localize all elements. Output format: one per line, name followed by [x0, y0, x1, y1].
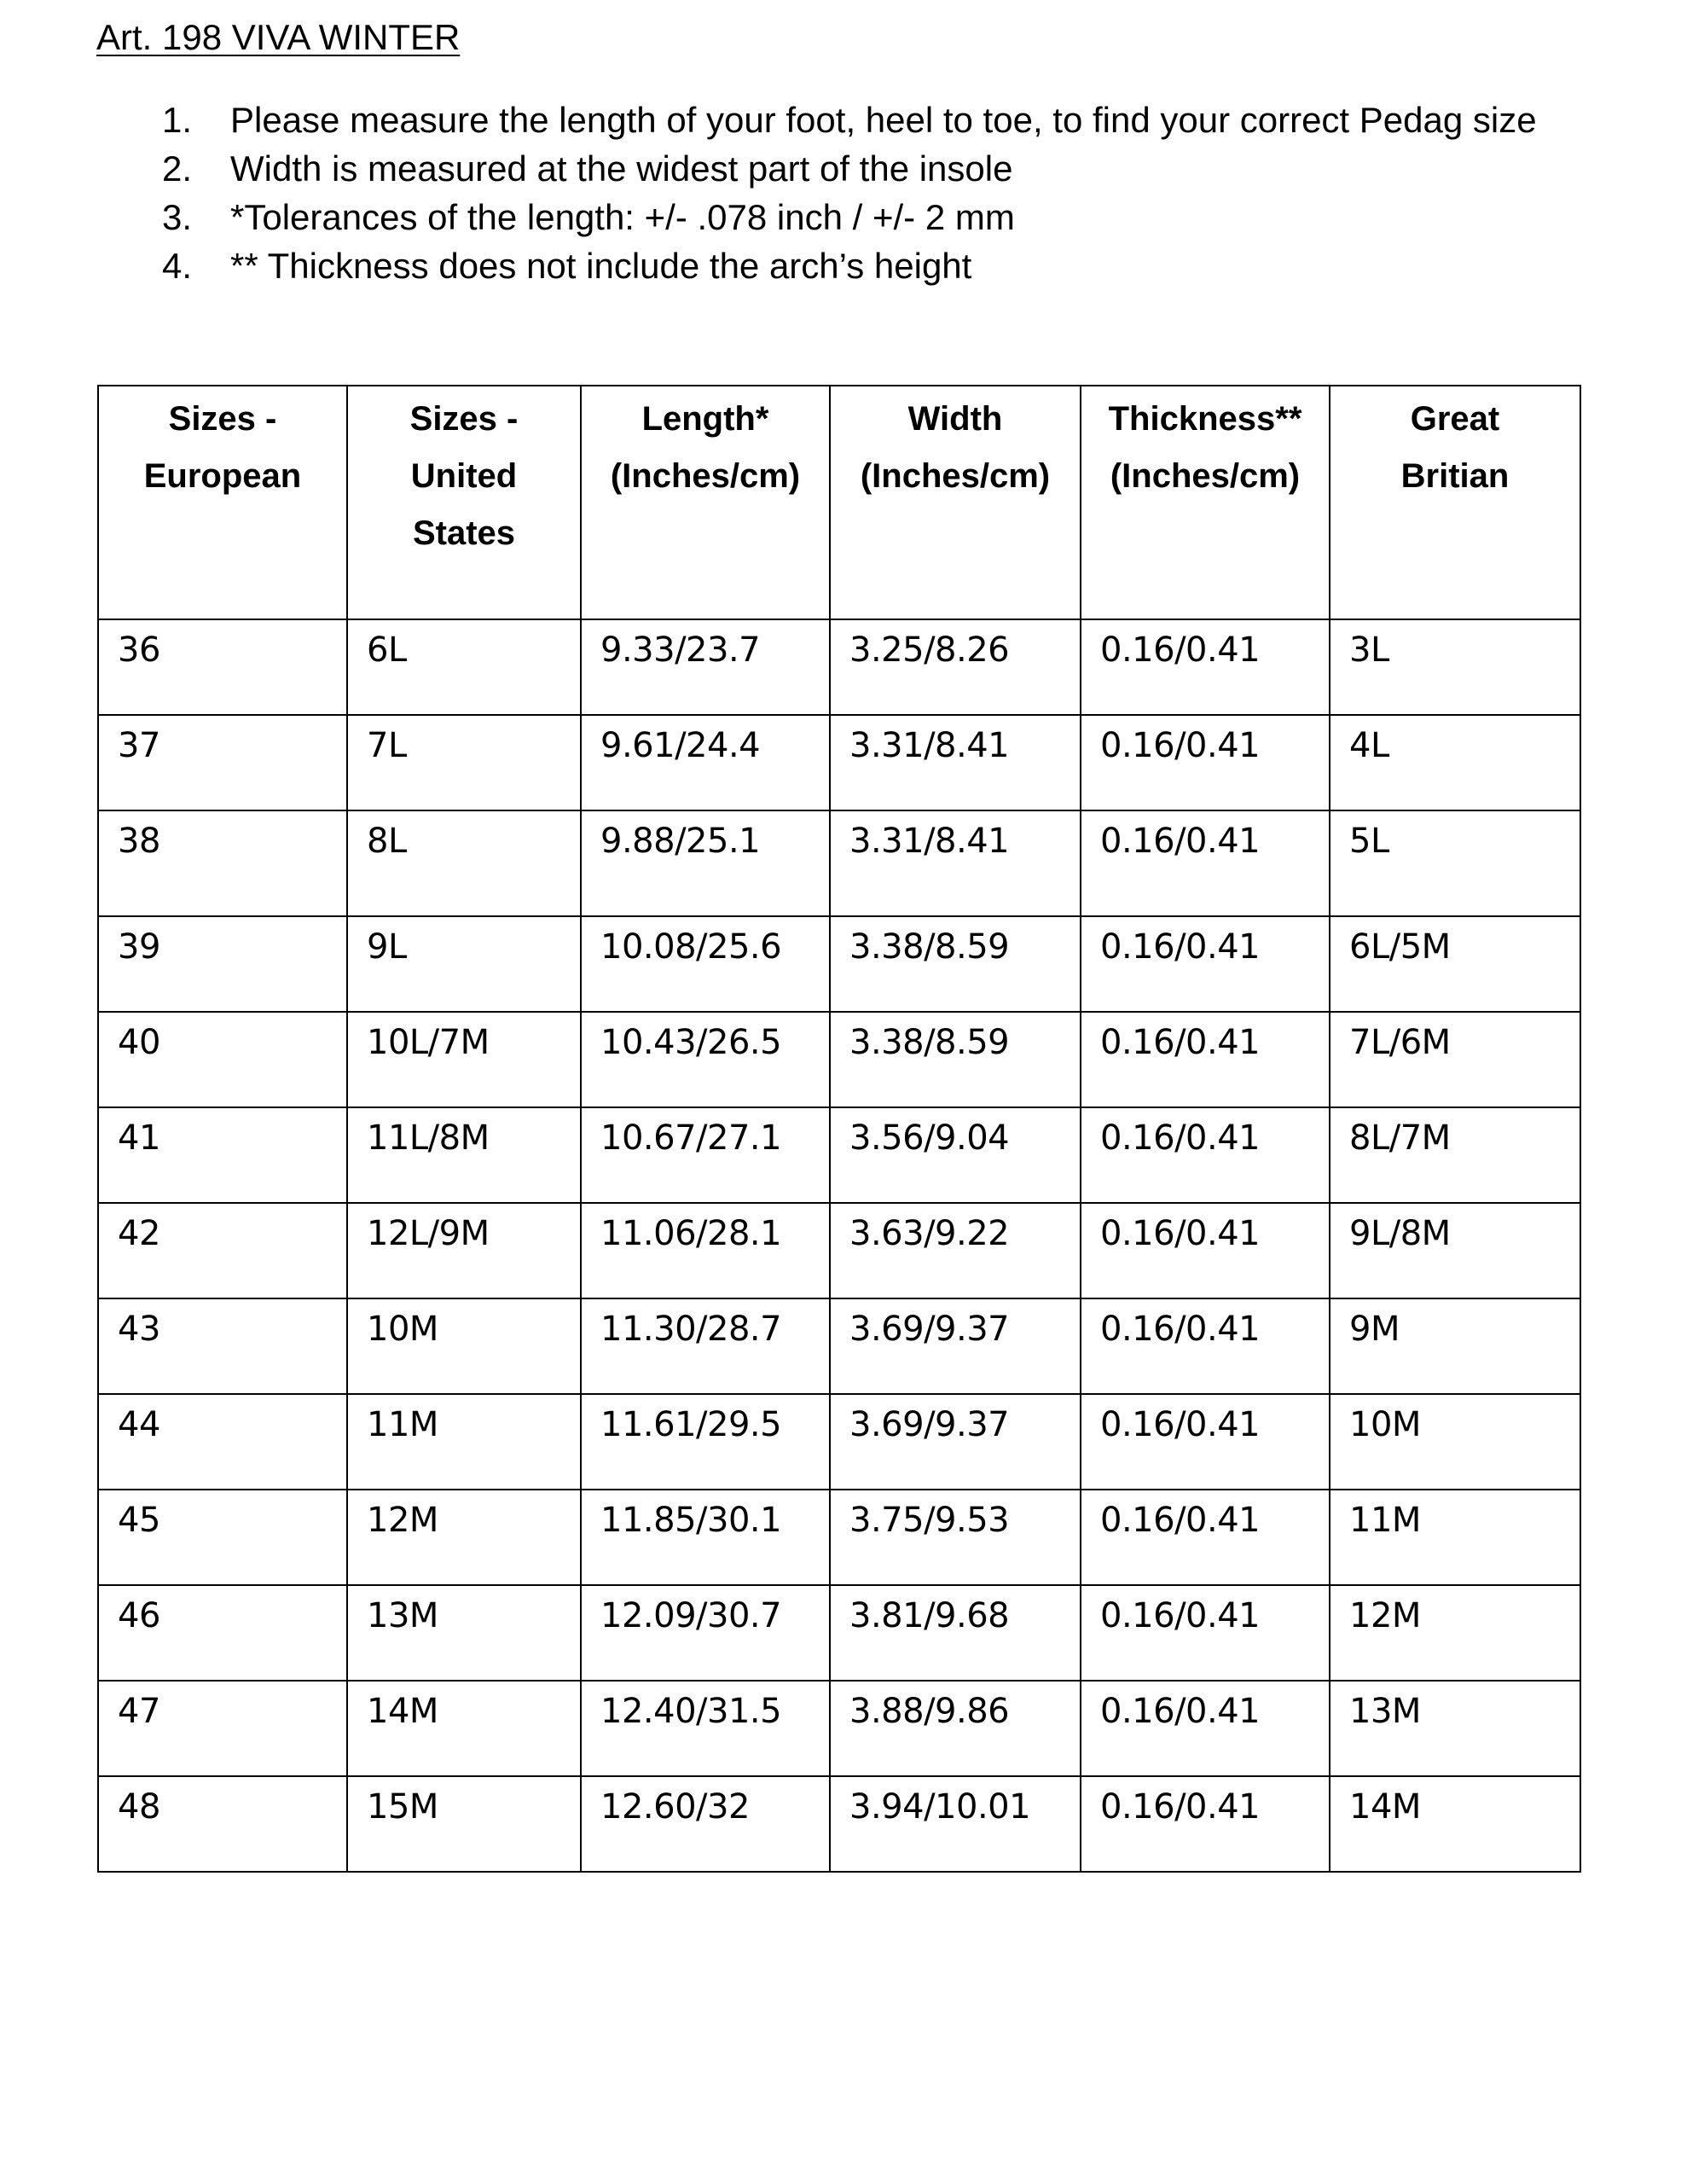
cell-european: 44 — [98, 1394, 347, 1490]
table-row — [98, 1012, 1580, 1107]
cell-great-britain: 6L/5M — [1330, 916, 1580, 1012]
cell-european: 40 — [98, 1012, 347, 1107]
cell-united-states: 9L — [347, 916, 581, 1012]
cell-thickness: 0.16/0.41 — [1081, 916, 1330, 1012]
table-row — [98, 1585, 1580, 1681]
cell-width: 3.38/8.59 — [830, 1012, 1081, 1107]
instruction-text: Please measure the length of your foot, heel to toe, to find your correct Pedag size — [230, 100, 1537, 140]
cell-length: 12.09/30.7 — [581, 1585, 830, 1681]
table-row — [98, 916, 1580, 1012]
cell-thickness: 0.16/0.41 — [1081, 715, 1330, 810]
cell-united-states: 11M — [347, 1394, 581, 1490]
cell-great-britain: 9L/8M — [1330, 1203, 1580, 1298]
cell-thickness: 0.16/0.41 — [1081, 1394, 1330, 1490]
cell-european: 39 — [98, 916, 347, 1012]
instruction-item — [162, 96, 1537, 144]
cell-united-states: 15M — [347, 1776, 581, 1872]
cell-width: 3.31/8.41 — [830, 810, 1081, 916]
document-title: Art. 198 VIVA WINTER — [96, 17, 461, 57]
header-length: Length* (Inches/cm) — [581, 386, 830, 619]
instruction-text: ** Thickness does not include the arch’s height — [230, 246, 972, 286]
cell-united-states: 14M — [347, 1681, 581, 1776]
header-great-britain: Great Britian — [1330, 386, 1580, 619]
table-header-row — [98, 386, 1580, 619]
cell-thickness: 0.16/0.41 — [1081, 1490, 1330, 1585]
cell-width: 3.31/8.41 — [830, 715, 1081, 810]
table-row — [98, 715, 1580, 810]
cell-european: 41 — [98, 1107, 347, 1203]
cell-great-britain: 10M — [1330, 1394, 1580, 1490]
table-row — [98, 1394, 1580, 1490]
cell-united-states: 7L — [347, 715, 581, 810]
cell-width: 3.69/9.37 — [830, 1394, 1081, 1490]
cell-great-britain: 11M — [1330, 1490, 1580, 1585]
cell-length: 11.06/28.1 — [581, 1203, 830, 1298]
cell-united-states: 13M — [347, 1585, 581, 1681]
cell-great-britain: 8L/7M — [1330, 1107, 1580, 1203]
cell-width: 3.25/8.26 — [830, 619, 1081, 715]
cell-width: 3.94/10.01 — [830, 1776, 1081, 1872]
cell-length: 11.85/30.1 — [581, 1490, 830, 1585]
instruction-item — [162, 144, 1537, 193]
cell-length: 12.60/32 — [581, 1776, 830, 1872]
instruction-number: 2. — [162, 148, 193, 189]
cell-width: 3.56/9.04 — [830, 1107, 1081, 1203]
cell-united-states: 12M — [347, 1490, 581, 1585]
cell-width: 3.38/8.59 — [830, 916, 1081, 1012]
cell-european: 43 — [98, 1298, 347, 1394]
cell-length: 11.30/28.7 — [581, 1298, 830, 1394]
cell-united-states: 8L — [347, 810, 581, 916]
cell-thickness: 0.16/0.41 — [1081, 1776, 1330, 1872]
instruction-text: *Tolerances of the length: +/- .078 inch / +/- 2 mm — [230, 197, 1015, 237]
cell-european: 45 — [98, 1490, 347, 1585]
table-row — [98, 1776, 1580, 1872]
cell-great-britain: 4L — [1330, 715, 1580, 810]
table-row — [98, 1681, 1580, 1776]
cell-thickness: 0.16/0.41 — [1081, 619, 1330, 715]
table-row — [98, 1203, 1580, 1298]
size-chart-table — [97, 385, 1581, 1873]
cell-european: 48 — [98, 1776, 347, 1872]
cell-length: 9.33/23.7 — [581, 619, 830, 715]
instruction-number: 3. — [162, 197, 193, 237]
cell-thickness: 0.16/0.41 — [1081, 1681, 1330, 1776]
cell-european: 42 — [98, 1203, 347, 1298]
cell-united-states: 10L/7M — [347, 1012, 581, 1107]
cell-width: 3.75/9.53 — [830, 1490, 1081, 1585]
instruction-number: 1. — [162, 100, 193, 140]
instructions-list — [162, 96, 1537, 290]
cell-length: 9.88/25.1 — [581, 810, 830, 916]
cell-united-states: 11L/8M — [347, 1107, 581, 1203]
cell-united-states: 10M — [347, 1298, 581, 1394]
table-row — [98, 1107, 1580, 1203]
cell-united-states: 6L — [347, 619, 581, 715]
cell-european: 47 — [98, 1681, 347, 1776]
cell-width: 3.63/9.22 — [830, 1203, 1081, 1298]
instruction-number: 4. — [162, 246, 193, 286]
cell-thickness: 0.16/0.41 — [1081, 1012, 1330, 1107]
table-row — [98, 619, 1580, 715]
instruction-item — [162, 241, 1537, 290]
cell-great-britain: 3L — [1330, 619, 1580, 715]
cell-european: 37 — [98, 715, 347, 810]
cell-length: 11.61/29.5 — [581, 1394, 830, 1490]
header-sizes-european: Sizes - European — [98, 386, 347, 619]
cell-length: 12.40/31.5 — [581, 1681, 830, 1776]
cell-great-britain: 7L/6M — [1330, 1012, 1580, 1107]
table-row — [98, 1490, 1580, 1585]
cell-length: 10.67/27.1 — [581, 1107, 830, 1203]
cell-great-britain: 5L — [1330, 810, 1580, 916]
cell-thickness: 0.16/0.41 — [1081, 1298, 1330, 1394]
cell-length: 10.08/25.6 — [581, 916, 830, 1012]
cell-great-britain: 14M — [1330, 1776, 1580, 1872]
cell-thickness: 0.16/0.41 — [1081, 1585, 1330, 1681]
cell-united-states: 12L/9M — [347, 1203, 581, 1298]
cell-length: 9.61/24.4 — [581, 715, 830, 810]
cell-european: 36 — [98, 619, 347, 715]
header-thickness: Thickness** (Inches/cm) — [1081, 386, 1330, 619]
header-sizes-united-states: Sizes - United States — [347, 386, 581, 619]
cell-thickness: 0.16/0.41 — [1081, 1107, 1330, 1203]
cell-great-britain: 12M — [1330, 1585, 1580, 1681]
cell-width: 3.69/9.37 — [830, 1298, 1081, 1394]
table-row — [98, 810, 1580, 916]
instruction-item — [162, 193, 1537, 241]
cell-european: 38 — [98, 810, 347, 916]
table-row — [98, 1298, 1580, 1394]
cell-length: 10.43/26.5 — [581, 1012, 830, 1107]
cell-great-britain: 13M — [1330, 1681, 1580, 1776]
instruction-text: Width is measured at the widest part of the insole — [230, 148, 1013, 189]
cell-width: 3.81/9.68 — [830, 1585, 1081, 1681]
cell-width: 3.88/9.86 — [830, 1681, 1081, 1776]
cell-thickness: 0.16/0.41 — [1081, 810, 1330, 916]
cell-european: 46 — [98, 1585, 347, 1681]
cell-great-britain: 9M — [1330, 1298, 1580, 1394]
cell-thickness: 0.16/0.41 — [1081, 1203, 1330, 1298]
header-width: Width (Inches/cm) — [830, 386, 1081, 619]
